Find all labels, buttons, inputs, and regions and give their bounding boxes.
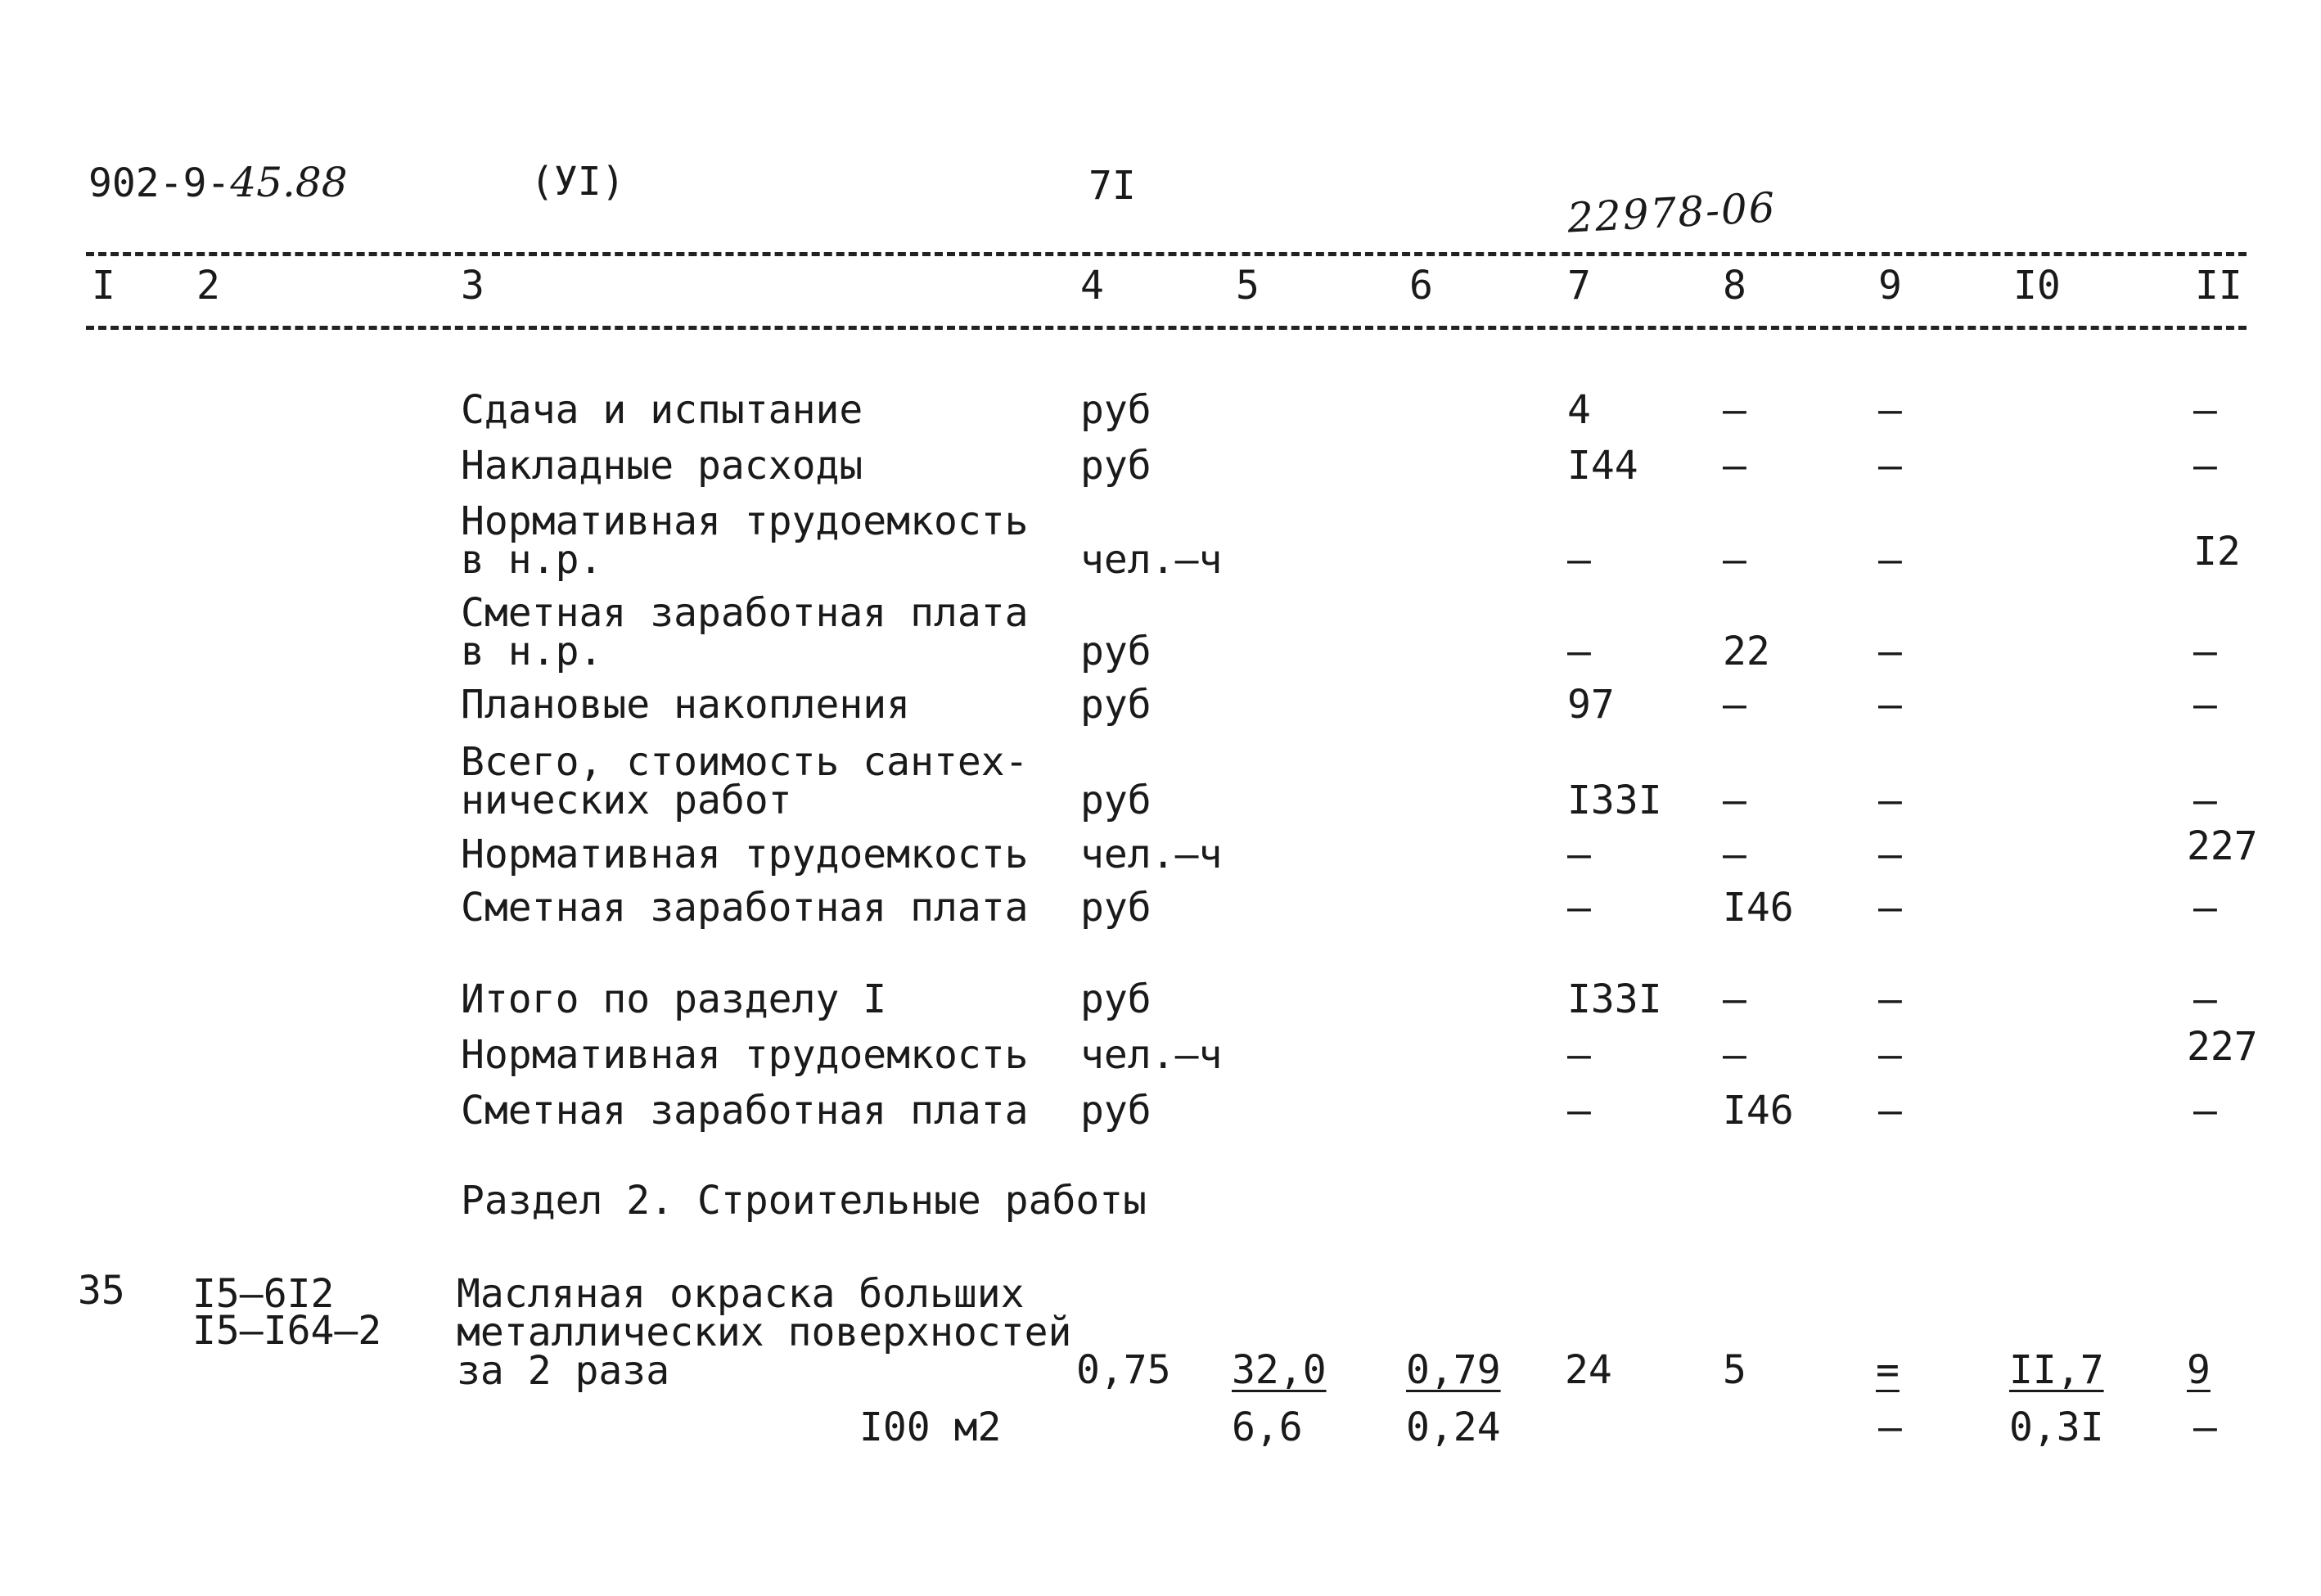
entry-col11-bottom: – [2193,1404,2217,1450]
row-col8: – [1723,1032,1746,1078]
row-col8: – [1723,778,1746,823]
row-col7: 4 [1567,387,1591,433]
col-header-10: I0 [2013,263,2061,309]
row-col11: 227 [2187,1024,2258,1070]
row-col8: – [1723,537,1746,583]
row-unit: руб [1080,682,1151,728]
entry-col10-top: II,7 [2009,1347,2104,1393]
row-name-cont: нических работ [461,778,792,823]
row-col11: – [2193,629,2217,674]
row-col7: I44 [1567,443,1638,489]
row-col9: – [1878,778,1902,823]
header-bottom-rule [86,326,2247,330]
col-header-9: 9 [1878,263,1902,309]
row-name: Всего, стоимость сантех- [461,739,1029,785]
row-col11: I2 [2193,529,2241,575]
row-unit: руб [1080,976,1151,1022]
row-col11: – [2193,976,2217,1022]
row-col11: – [2193,885,2217,931]
entry-qty: 0,75 [1076,1347,1171,1393]
row-name: Сметная заработная плата [461,590,1029,636]
row-name: Нормативная трудоемкость [461,1032,1029,1078]
row-col7: – [1567,629,1591,674]
entry-unit: I00 м2 [859,1404,1002,1450]
row-col8: – [1723,832,1746,877]
row-col7: – [1567,1032,1591,1078]
row-unit: чел.–ч [1080,832,1223,877]
entry-desc-1: Масляная окраска больших [457,1271,1025,1317]
row-name: Итого по разделу I [461,976,887,1022]
col-header-4: 4 [1080,263,1104,309]
header-top-rule [86,252,2247,256]
entry-col7: 24 [1565,1347,1612,1393]
entry-col9-bottom: – [1878,1404,1902,1450]
entry-number: 35 [78,1268,125,1314]
entry-col5-bottom: 6,6 [1232,1404,1303,1450]
col-header-6: 6 [1409,263,1433,309]
row-name-cont: в н.р. [461,537,603,583]
entry-desc-2: металлических поверхностей [457,1310,1072,1355]
row-col8: – [1723,976,1746,1022]
row-col7: I33I [1567,976,1662,1022]
row-col11: – [2193,443,2217,489]
entry-col5-top: 32,0 [1232,1347,1327,1393]
doc-code-printed: 902-9- [88,160,231,206]
row-name: Нормативная трудоемкость [461,498,1029,544]
row-col9: – [1878,885,1902,931]
section-title: Раздел 2. Строительные работы [461,1178,1147,1224]
row-col9: – [1878,537,1902,583]
row-col9: – [1878,682,1902,728]
row-name: Плановые накопления [461,682,911,728]
row-name: Сдача и испытание [461,387,863,433]
entry-code-1: I5–6I2 [192,1271,335,1317]
entry-code-2: I5–I64–2 [192,1308,382,1354]
row-col7: – [1567,885,1591,931]
col-header-11: II [2195,263,2242,309]
row-col7: – [1567,1088,1591,1134]
row-col8: I46 [1723,885,1794,931]
row-col11: 227 [2187,823,2258,869]
row-col8: 22 [1723,629,1770,674]
row-name: Сметная заработная плата [461,1088,1029,1134]
volume-label: (УI) [530,159,625,205]
entry-col6-bottom: 0,24 [1406,1404,1501,1450]
row-col7: 97 [1567,682,1615,728]
col-header-8: 8 [1723,263,1746,309]
row-name: Сметная заработная плата [461,885,1029,931]
row-col11: – [2193,682,2217,728]
row-col9: – [1878,976,1902,1022]
row-name-cont: в н.р. [461,629,603,674]
col-header-3: 3 [461,263,484,309]
entry-col8: 5 [1723,1347,1746,1393]
row-col11: – [2193,387,2217,433]
doc-code [88,159,348,206]
row-col9: – [1878,1032,1902,1078]
row-col9: – [1878,1088,1902,1134]
row-unit: руб [1080,387,1151,433]
col-header-2: 2 [196,263,220,309]
row-col11: – [2193,1088,2217,1134]
row-col7: – [1567,832,1591,877]
row-col9: – [1878,832,1902,877]
row-unit: руб [1080,443,1151,489]
row-col7: I33I [1567,778,1662,823]
row-col8: – [1723,387,1746,433]
row-name: Накладные расходы [461,443,863,489]
row-col8: – [1723,443,1746,489]
row-col11: – [2193,778,2217,823]
entry-col11-top: 9 [2187,1347,2211,1393]
row-col9: – [1878,443,1902,489]
row-col9: – [1878,387,1902,433]
row-unit: руб [1080,885,1151,931]
row-unit: руб [1080,778,1151,823]
entry-col6-top: 0,79 [1406,1347,1501,1393]
row-col8: I46 [1723,1088,1794,1134]
entry-col10-bottom: 0,3I [2009,1404,2104,1450]
col-header-7: 7 [1567,263,1591,309]
row-unit: руб [1080,629,1151,674]
col-header-1: I [92,263,115,309]
entry-col9-top: = [1876,1347,1900,1393]
inventory-number: 22978-06 [1566,183,1778,242]
row-col8: – [1723,682,1746,728]
entry-desc-3: за 2 раза [457,1348,670,1394]
col-header-5: 5 [1236,263,1260,309]
row-unit: чел.–ч [1080,1032,1223,1078]
row-name: Нормативная трудоемкость [461,832,1029,877]
row-col7: – [1567,537,1591,583]
row-unit: руб [1080,1088,1151,1134]
doc-code-handwritten: 45.88 [230,159,348,206]
page-number: 7I [1088,163,1136,209]
row-col9: – [1878,629,1902,674]
row-unit: чел.–ч [1080,537,1223,583]
